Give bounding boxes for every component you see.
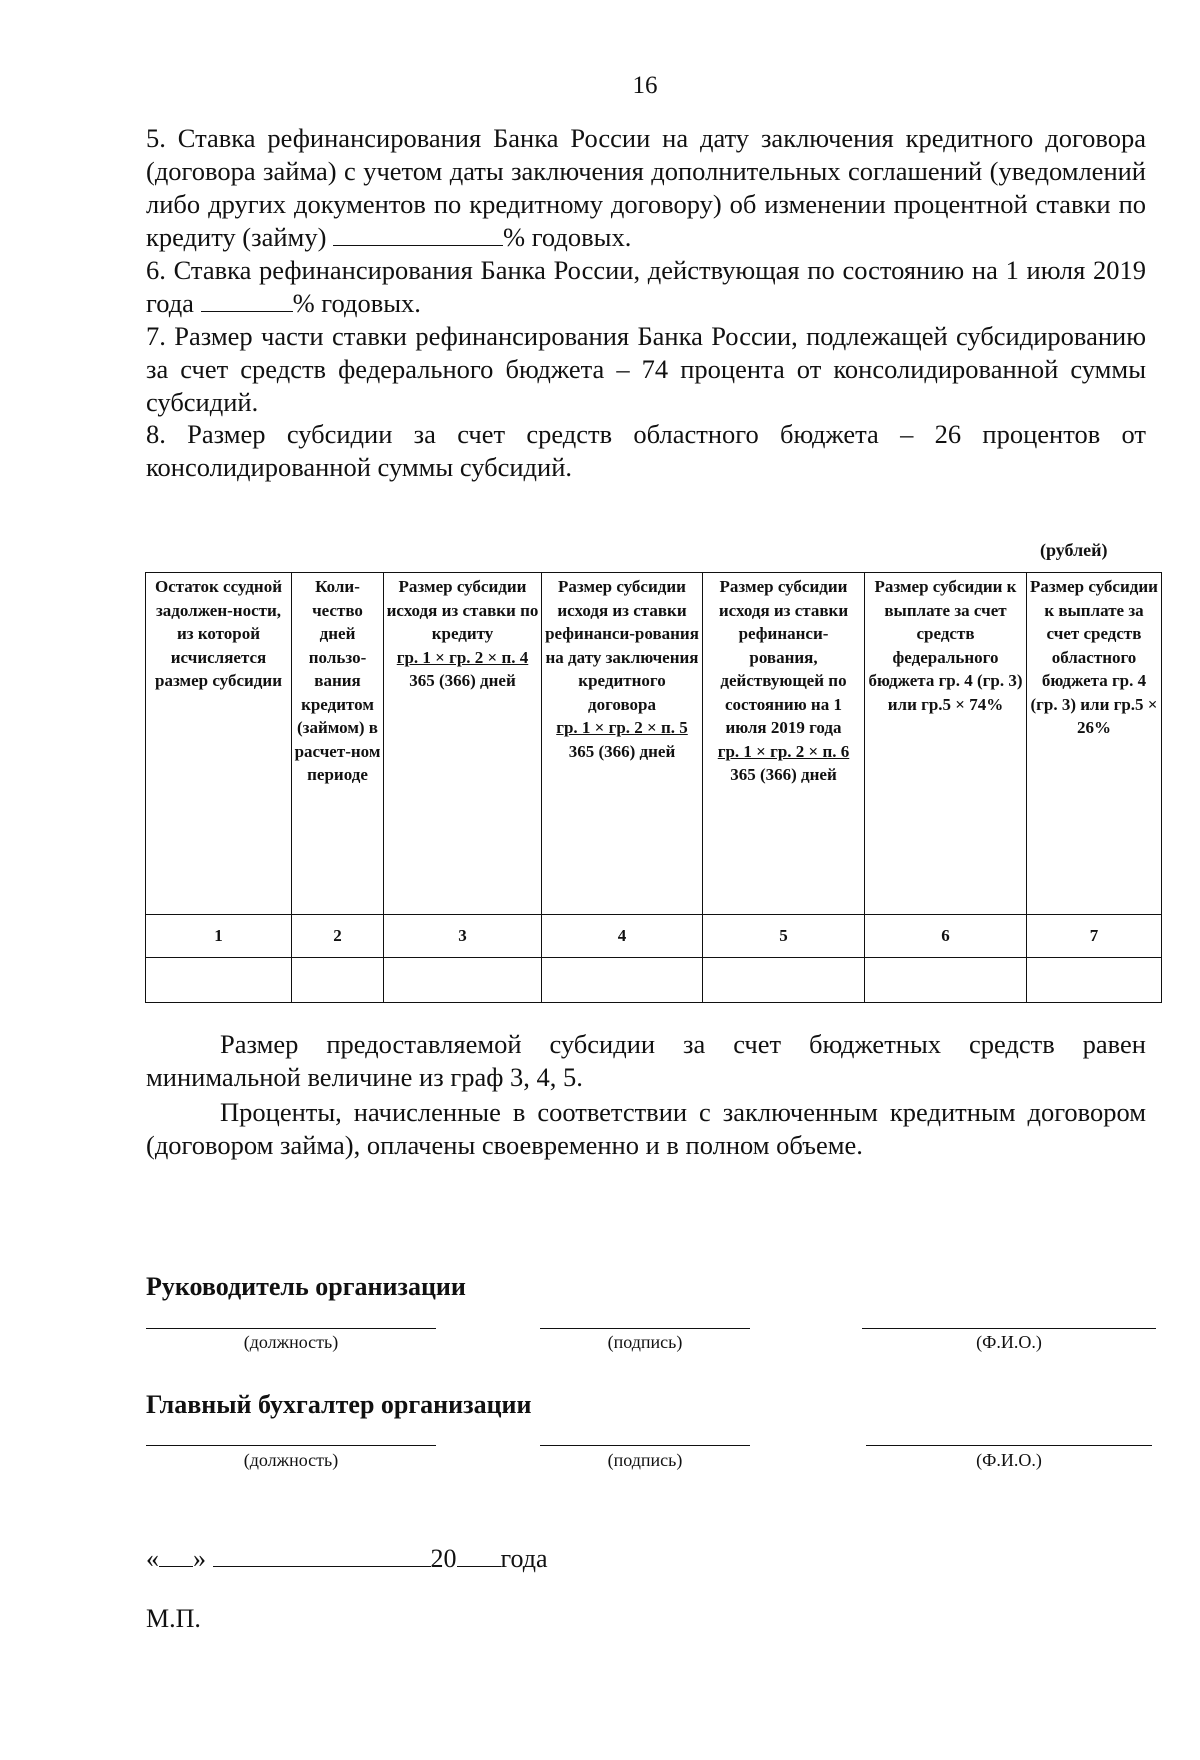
date-year-word: года — [500, 1544, 548, 1573]
stamp-placeholder: М.П. — [146, 1604, 201, 1633]
table-cell — [146, 958, 292, 1003]
table-data-row — [146, 958, 1162, 1003]
paragraph-5-text: 5. Ставка рефинансирования Банка России на дату заключения кредитного договора (договора займа) с учетом даты заключения дополнительных соглашений (уведомлений либо других документов по кредитному договору) об изменении процентной ставки по кредиту (займу) — [146, 123, 1146, 252]
header-col-5-formula: гр. 1 × гр. 2 × п. 6 — [717, 741, 850, 761]
column-number: 6 — [865, 915, 1027, 958]
table-cell — [865, 958, 1027, 1003]
month-blank — [213, 1542, 431, 1567]
table-header-row — [146, 573, 1162, 915]
table-cell — [1027, 958, 1162, 1003]
accountant-name-caption: (Ф.И.О.) — [976, 1450, 1042, 1470]
head-signature-line — [540, 1328, 750, 1329]
day-blank — [159, 1542, 193, 1567]
column-number: 7 — [1027, 915, 1162, 958]
column-number: 5 — [703, 915, 865, 958]
column-number: 3 — [384, 915, 542, 958]
accountant-position-caption: (должность) — [243, 1450, 339, 1470]
column-number-row — [146, 915, 1162, 958]
accountant-title: Главный бухгалтер организации — [146, 1390, 532, 1419]
paragraph-8: 8. Размер субсидии за счет средств областного бюджета – 26 процентов от консолидированной суммы субсидий. — [146, 419, 1146, 482]
date-line — [146, 1542, 548, 1574]
header-col-4-formula: гр. 1 × гр. 2 × п. 5 — [556, 718, 688, 737]
head-signature-caption: (подпись) — [607, 1332, 683, 1352]
interest-paid-paragraph: Проценты, начисленные в соответствии с заключенным кредитным договором (договором займа), оплачены своевременно и в полном объеме. — [146, 1097, 1146, 1160]
header-col-5 — [703, 573, 865, 915]
paragraph-6 — [146, 254, 1146, 320]
subsidy-size-paragraph: Размер предоставляемой субсидии за счет бюджетных средств равен минимальной величине из граф 3, 4, 5. — [146, 1029, 1146, 1092]
table-cell — [703, 958, 865, 1003]
header-col-4-text: Размер субсидии исходя из ставки рефинанси-рования на дату заключения кредитного договора — [545, 577, 699, 714]
header-col-4 — [542, 573, 703, 915]
date-quote-close: » — [193, 1544, 206, 1573]
accountant-name-line — [866, 1445, 1152, 1446]
header-col-5-text: Размер субсидии исходя из ставки рефинанси-рования, действующей по состоянию на 1 июля 2019 года — [718, 577, 849, 737]
header-col-2: Коли-чество дней пользо-вания кредитом (займом) в расчет-ном периоде — [292, 573, 384, 915]
units-label: (рублей) — [1040, 540, 1108, 560]
head-name-caption: (Ф.И.О.) — [976, 1332, 1042, 1352]
column-number: 4 — [542, 915, 703, 958]
header-col-7: Размер субсидии к выплате за счет средств областного бюджета гр. 4 (гр. 3) или гр.5 × 26% — [1027, 573, 1162, 915]
header-col-3-formula: гр. 1 × гр. 2 × п. 4 — [396, 647, 529, 667]
header-col-1: Остаток ссудной задолжен-ности, из которой исчисляется размер субсидии — [146, 573, 292, 915]
header-col-3-denominator: 365 (366) дней — [409, 671, 516, 690]
date-quote-open: « — [146, 1544, 159, 1573]
head-position-line — [146, 1328, 436, 1329]
table-cell — [542, 958, 703, 1003]
subsidy-table — [145, 572, 1162, 1003]
paragraph-7: 7. Размер части ставки рефинансирования Банка России, подлежащей субсидированию за счет средств федерального бюджета – 74 процента от консолидированной суммы субсидий. — [146, 321, 1146, 417]
table-cell — [384, 958, 542, 1003]
head-position-caption: (должность) — [243, 1332, 339, 1352]
header-col-6: Размер субсидии к выплате за счет средств федерального бюджета гр. 4 (гр. 3) или гр.5 × 74% — [865, 573, 1027, 915]
paragraph-5-suffix: % годовых. — [503, 222, 632, 252]
header-col-5-denominator: 365 (366) дней — [730, 765, 837, 784]
accountant-signature-line — [540, 1445, 750, 1446]
paragraph-5 — [146, 122, 1146, 254]
head-name-line — [862, 1328, 1156, 1329]
date-century: 20 — [430, 1544, 457, 1573]
header-col-4-denominator: 365 (366) дней — [568, 741, 676, 761]
rate-blank-line — [333, 221, 503, 246]
header-col-3-text: Размер субсидии исходя из ставки по кредиту — [386, 577, 539, 643]
paragraph-6-text: 6. Ставка рефинансирования Банка России, действующая по состоянию на 1 июля 2019 года — [146, 255, 1146, 318]
header-col-3 — [384, 573, 542, 915]
accountant-signature-caption: (подпись) — [607, 1450, 683, 1470]
column-number: 2 — [292, 915, 384, 958]
column-number: 1 — [146, 915, 292, 958]
year-blank — [457, 1542, 501, 1567]
page-number: 16 — [632, 72, 658, 99]
table-cell — [292, 958, 384, 1003]
paragraph-6-suffix: % годовых. — [292, 288, 421, 318]
head-title: Руководитель организации — [146, 1272, 466, 1301]
accountant-position-line — [146, 1445, 436, 1446]
rate-blank-line — [201, 287, 293, 312]
